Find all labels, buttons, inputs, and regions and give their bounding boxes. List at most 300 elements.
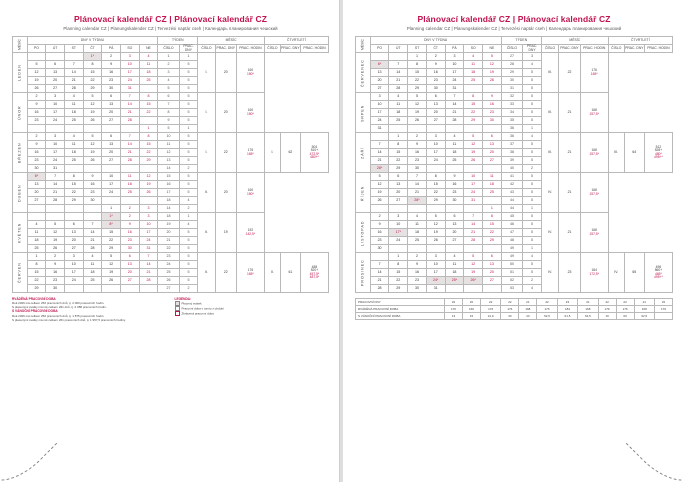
- day-cell: 18: [83, 269, 102, 277]
- week-number-cell: 38: [501, 149, 522, 157]
- calendar-week-row: [356, 77, 673, 85]
- day-cell: 25: [64, 117, 83, 125]
- week-workdays-cell: 2: [523, 277, 542, 285]
- day-cell: 25: [120, 189, 139, 197]
- week-workdays-cell: 5: [523, 93, 542, 101]
- day-cell: 1: [483, 205, 502, 213]
- month-workdays-cell: 21: [559, 93, 580, 133]
- day-cell: 31: [139, 245, 158, 253]
- day-cell: [120, 285, 139, 293]
- week-number-cell: 19: [158, 221, 179, 229]
- week-number-cell: 12: [158, 149, 179, 157]
- day-cell: 23: [445, 189, 464, 197]
- day-cell: 17: [102, 181, 121, 189]
- day-cell: 31: [464, 197, 483, 205]
- day-cell: 10: [120, 61, 139, 69]
- day-cell: 9: [120, 221, 139, 229]
- day-cell: 15: [27, 269, 46, 277]
- summary-cell: 21: [519, 299, 537, 306]
- day-cell: 28*: [370, 165, 389, 173]
- day-cell: 22: [389, 277, 408, 285]
- day-cell: 14: [370, 269, 389, 277]
- summary-cell: 23: [557, 299, 577, 306]
- calendar-week-row: [356, 117, 673, 125]
- day-cell: 8: [139, 93, 158, 101]
- day-cell: 3: [426, 253, 445, 261]
- day-cell: 23: [370, 237, 389, 245]
- day-cell: [445, 165, 464, 173]
- calendar-week-row: [13, 189, 329, 197]
- day-cell: 17: [370, 109, 389, 117]
- day-cell: [445, 285, 464, 293]
- day-cell: 30: [426, 85, 445, 93]
- day-cell: 31: [46, 165, 65, 173]
- week-number-cell: 49: [501, 245, 522, 253]
- week-workdays-cell: 2: [523, 165, 542, 173]
- day-cell: 1: [389, 133, 408, 141]
- day-cell: 26: [83, 157, 102, 165]
- week-number-cell: 6: [158, 93, 179, 101]
- day-cell: [445, 245, 464, 253]
- day-cell: [408, 205, 427, 213]
- day-cell: 22: [27, 277, 46, 285]
- week-workdays-cell: 5: [179, 245, 198, 253]
- calendar-body-right: [356, 53, 673, 293]
- day-cell: 7: [120, 93, 139, 101]
- col-week-no-right: ČÍSLO: [501, 45, 522, 53]
- week-workdays-cell: 5: [523, 237, 542, 245]
- summary-row-label: RVÁDĚNÁ PRACOVNÍ DOBA: [356, 306, 445, 313]
- day-cell: [139, 197, 158, 205]
- week-workdays-cell: 5: [179, 109, 198, 117]
- day-cell: 22: [408, 77, 427, 85]
- summary-cell: 22: [616, 299, 634, 306]
- calendar-week-row: [13, 181, 329, 189]
- summary-cell: 176: [501, 306, 519, 313]
- weekday-so: SO: [120, 45, 139, 53]
- day-cell: 16: [426, 69, 445, 77]
- day-cell: 28: [445, 117, 464, 125]
- week-workdays-cell: 5: [179, 269, 198, 277]
- week-number-cell: 31: [501, 85, 522, 93]
- month-workdays-cell: 22: [215, 133, 236, 173]
- summary-cell: 22: [445, 299, 463, 306]
- summary-row: [356, 306, 673, 313]
- right-page: [343, 0, 683, 482]
- day-cell: [426, 125, 445, 133]
- day-cell: [139, 285, 158, 293]
- day-cell: [120, 165, 139, 173]
- day-cell: [139, 85, 158, 93]
- month-label: SRPEN: [356, 93, 371, 133]
- day-cell: 14: [408, 181, 427, 189]
- day-cell: 16: [370, 229, 389, 237]
- week-number-cell: 14: [158, 205, 179, 213]
- summary-cell: 22: [480, 299, 500, 306]
- day-cell: 6: [102, 133, 121, 141]
- day-cell: 2: [408, 133, 427, 141]
- day-cell: 8: [83, 61, 102, 69]
- day-cell: 12: [426, 221, 445, 229]
- day-cell: 10: [64, 261, 83, 269]
- week-workdays-cell: 4: [523, 133, 542, 141]
- day-cell: 4: [64, 133, 83, 141]
- day-cell: [464, 205, 483, 213]
- summary-row-label: PRACOVNÍ DNY: [356, 299, 445, 306]
- day-cell: 7: [370, 261, 389, 269]
- day-cell: 31: [426, 285, 445, 293]
- day-cell: 16: [445, 181, 464, 189]
- calendar-week-row: [356, 61, 673, 69]
- day-cell: 4: [139, 53, 158, 61]
- day-cell: 16: [408, 149, 427, 157]
- day-cell: 18: [27, 237, 46, 245]
- month-quarter-cell: III.: [541, 93, 558, 133]
- day-cell: 6: [46, 61, 65, 69]
- calendar-week-row: [13, 69, 329, 77]
- day-cell: [102, 197, 121, 205]
- day-cell: [102, 125, 121, 133]
- day-cell: 22: [139, 149, 158, 157]
- week-number-cell: 5: [158, 125, 179, 133]
- week-workdays-cell: 4: [523, 61, 542, 69]
- day-cell: [120, 125, 139, 133]
- day-cell: 27: [120, 277, 139, 285]
- week-number-cell: 9: [158, 117, 179, 125]
- calendar-week-row: [356, 93, 673, 101]
- week-workdays-cell: 1: [523, 205, 542, 213]
- day-cell: 14: [120, 101, 139, 109]
- day-cell: [64, 125, 83, 133]
- day-cell: 21: [389, 77, 408, 85]
- header-week-right: TÝDEN: [501, 37, 541, 45]
- day-cell: 16: [120, 229, 139, 237]
- day-cell: 21: [445, 109, 464, 117]
- weekday-so-right: SO: [464, 45, 483, 53]
- calendar-week-row: [356, 109, 673, 117]
- day-cell: 4: [389, 93, 408, 101]
- day-cell: 21: [120, 149, 139, 157]
- day-cell: 14: [64, 69, 83, 77]
- day-cell: 23: [102, 77, 121, 85]
- day-cell: 1: [408, 53, 427, 61]
- summary-cell: 22: [501, 299, 519, 306]
- weekday-ut-right: ÚT: [389, 45, 408, 53]
- summary-cell: 16: [598, 313, 616, 320]
- day-cell: 6: [64, 221, 83, 229]
- day-cell: 15: [64, 181, 83, 189]
- calendar-week-row: [356, 237, 673, 245]
- week-number-cell: 47: [501, 229, 522, 237]
- day-cell: 8: [139, 133, 158, 141]
- header-days-of-week: DNY V TÝDNU: [27, 37, 158, 45]
- day-cell: 28: [46, 197, 65, 205]
- day-cell: 27: [483, 157, 502, 165]
- day-cell: 10: [426, 141, 445, 149]
- day-cell: 5: [408, 93, 427, 101]
- day-cell: 19: [102, 269, 121, 277]
- summary-row-label: S VÁNOČNÍ PRACOVNÍ DOBA: [356, 313, 445, 320]
- day-cell: 21: [46, 189, 65, 197]
- day-cell: 17*: [389, 229, 408, 237]
- day-cell: 19: [27, 77, 46, 85]
- week-workdays-cell: 5: [179, 173, 198, 181]
- quarter-number-cell: IV.: [608, 253, 624, 293]
- week-workdays-cell: 5: [523, 213, 542, 221]
- week-workdays-cell: 5: [179, 237, 198, 245]
- day-cell: 12: [83, 101, 102, 109]
- week-number-cell: 50: [501, 261, 522, 269]
- day-cell: 13: [102, 101, 121, 109]
- week-number-cell: 5: [158, 85, 179, 93]
- day-cell: [27, 125, 46, 133]
- day-cell: [370, 253, 389, 261]
- day-cell: 3: [426, 133, 445, 141]
- day-cell: 20: [102, 149, 121, 157]
- week-workdays-cell: 5: [179, 101, 198, 109]
- day-cell: 17: [445, 69, 464, 77]
- calendar-week-row: [13, 77, 329, 85]
- day-cell: 8: [389, 261, 408, 269]
- day-cell: 21: [370, 157, 389, 165]
- month-quarter-cell: I.: [198, 93, 215, 133]
- day-cell: 9: [483, 93, 502, 101]
- day-cell: 11: [120, 173, 139, 181]
- day-cell: [464, 165, 483, 173]
- day-cell: 16: [27, 109, 46, 117]
- week-number-cell: 43: [501, 189, 522, 197]
- day-cell: 2: [120, 213, 139, 221]
- day-cell: 6: [483, 133, 502, 141]
- summary-cell: 22: [598, 299, 616, 306]
- day-cell: 29: [102, 245, 121, 253]
- month-workdays-cell: 20: [215, 53, 236, 93]
- calendar-week-row: [356, 189, 673, 197]
- day-cell: 22: [464, 109, 483, 117]
- day-cell: 1: [139, 125, 158, 133]
- day-cell: [464, 125, 483, 133]
- week-number-cell: 10: [158, 133, 179, 141]
- day-cell: 1*: [83, 53, 102, 61]
- day-cell: 6: [483, 253, 502, 261]
- calendar-week-row: [13, 229, 329, 237]
- week-workdays-cell: 5: [179, 277, 198, 285]
- week-workdays-cell: 5: [179, 77, 198, 85]
- summary-cell: 176: [616, 306, 634, 313]
- day-cell: 5: [426, 213, 445, 221]
- calendar-week-row: [13, 245, 329, 253]
- day-cell: 21: [370, 277, 389, 285]
- week-workdays-cell: 5: [523, 189, 542, 197]
- week-number-cell: 32: [501, 93, 522, 101]
- day-cell: 3: [139, 205, 158, 213]
- week-workdays-cell: 5: [179, 181, 198, 189]
- calendar-week-row: [356, 125, 673, 133]
- week-workdays-cell: 5: [179, 157, 198, 165]
- day-cell: 2: [370, 213, 389, 221]
- day-cell: 20: [483, 149, 502, 157]
- week-workdays-cell: 5: [179, 85, 198, 93]
- day-cell: [120, 197, 139, 205]
- day-cell: 29: [389, 165, 408, 173]
- calendar-week-row: [13, 101, 329, 109]
- day-cell: [46, 125, 65, 133]
- week-workdays-cell: 5: [523, 149, 542, 157]
- day-cell: 11: [64, 101, 83, 109]
- day-cell: 11: [408, 221, 427, 229]
- month-workhours-cell: 168 157,5*: [580, 213, 608, 253]
- calendar-table-right: [355, 36, 673, 293]
- summary-cell: [655, 313, 673, 320]
- day-cell: [389, 125, 408, 133]
- day-cell: 27: [426, 117, 445, 125]
- day-cell: [464, 85, 483, 93]
- week-number-cell: 24: [158, 261, 179, 269]
- day-cell: 12: [27, 69, 46, 77]
- day-cell: 12: [370, 181, 389, 189]
- week-number-cell: 40: [501, 165, 522, 173]
- legend-title: LEGENDA:: [174, 297, 192, 301]
- day-cell: 7: [120, 133, 139, 141]
- month-quarter-cell: III.: [541, 133, 558, 173]
- summary-row: [356, 299, 673, 306]
- week-number-cell: 22: [158, 245, 179, 253]
- day-cell: 9: [408, 261, 427, 269]
- day-cell: 9: [370, 221, 389, 229]
- day-cell: 5: [483, 53, 502, 61]
- day-cell: 30: [46, 285, 65, 293]
- month-label: KVĚTEN: [13, 213, 28, 253]
- day-cell: 4: [408, 213, 427, 221]
- day-cell: 18: [483, 181, 502, 189]
- day-cell: 24: [445, 77, 464, 85]
- day-cell: 27: [27, 197, 46, 205]
- quarter-workdays-cell: 62: [280, 133, 300, 173]
- day-cell: 16: [46, 269, 65, 277]
- day-cell: 29: [83, 85, 102, 93]
- day-cell: 3: [46, 93, 65, 101]
- day-cell: 15: [426, 181, 445, 189]
- month-quarter-cell: I.: [198, 53, 215, 93]
- day-cell: 25: [139, 77, 158, 85]
- weekday-pa: PÁ: [102, 45, 121, 53]
- summary-cell: 160: [462, 306, 480, 313]
- day-cell: 13: [445, 221, 464, 229]
- page-subtitle-left: Planning calendar CZ | Planungskalender CZ | Tervezési naptár cseh | Календарь планирования чешский: [63, 26, 278, 31]
- day-cell: 17: [64, 269, 83, 277]
- calendar-week-row: [13, 253, 329, 261]
- summary-cell: 176: [480, 306, 500, 313]
- legend-item-3: Zkrácená pracovní doba: [181, 311, 214, 316]
- day-cell: 16: [27, 149, 46, 157]
- header-quarter-right: ČTVRTLETÍ: [608, 37, 672, 45]
- week-workdays-cell: 5: [179, 189, 198, 197]
- calendar-week-row: [356, 213, 673, 221]
- header-quarter: ČTVRTLETÍ: [264, 37, 328, 45]
- week-workdays-cell: 5: [179, 253, 198, 261]
- day-cell: 9: [46, 261, 65, 269]
- week-number-cell: 18: [158, 197, 179, 205]
- calendar-week-row: [356, 229, 673, 237]
- day-cell: 5: [464, 133, 483, 141]
- day-cell: 31: [370, 125, 389, 133]
- day-cell: 23: [46, 277, 65, 285]
- day-cell: 31: [445, 85, 464, 93]
- day-cell: [483, 197, 502, 205]
- day-cell: [464, 245, 483, 253]
- week-workdays-cell: 2: [179, 165, 198, 173]
- day-cell: 19: [464, 269, 483, 277]
- week-number-cell: 1: [158, 53, 179, 61]
- day-cell: 1*: [102, 213, 121, 221]
- week-number-cell: 14: [158, 165, 179, 173]
- day-cell: [46, 53, 65, 61]
- weekday-pa-right: PÁ: [445, 45, 464, 53]
- day-cell: 7: [46, 173, 65, 181]
- week-workdays-cell: 5: [523, 269, 542, 277]
- calendar-week-row: [13, 213, 329, 221]
- day-cell: 12: [483, 61, 502, 69]
- page-subtitle-right: Planning calendar CZ | Planungskalender CZ | Tervezési naptár cseh | Календарь планирования чешский: [406, 26, 622, 31]
- day-cell: [483, 125, 502, 133]
- notes-column-main: [12, 297, 167, 322]
- month-label: ZÁŘÍ: [356, 133, 371, 173]
- day-cell: 30: [370, 245, 389, 253]
- day-cell: 20: [370, 77, 389, 85]
- week-number-cell: 8: [158, 109, 179, 117]
- day-cell: 30: [408, 165, 427, 173]
- day-cell: 17: [426, 269, 445, 277]
- day-cell: 19: [426, 229, 445, 237]
- month-label: LISTOPAD: [356, 213, 371, 253]
- day-cell: 16: [483, 101, 502, 109]
- summary-cell: 168: [634, 306, 654, 313]
- week-number-cell: 53: [501, 285, 522, 293]
- day-cell: 12: [408, 101, 427, 109]
- calendar-week-row: [13, 205, 329, 213]
- day-cell: 25: [408, 237, 427, 245]
- summary-cell: 62,5: [578, 313, 598, 320]
- day-cell: 22: [83, 77, 102, 85]
- week-workdays-cell: 5: [523, 181, 542, 189]
- summary-cell: 176: [445, 306, 463, 313]
- day-cell: [27, 213, 46, 221]
- week-workdays-cell: 1: [523, 245, 542, 253]
- day-cell: [370, 53, 389, 61]
- month-workdays-cell: 21: [559, 213, 580, 253]
- day-cell: [83, 205, 102, 213]
- week-number-cell: 23: [158, 253, 179, 261]
- day-cell: 7: [83, 221, 102, 229]
- day-cell: 29: [139, 157, 158, 165]
- day-cell: [370, 205, 389, 213]
- day-cell: [27, 53, 46, 61]
- month-workdays-cell: 21: [559, 173, 580, 213]
- month-quarter-cell: IV.: [541, 253, 558, 293]
- day-cell: 7: [64, 61, 83, 69]
- day-cell: 5: [27, 61, 46, 69]
- day-cell: 15: [483, 221, 502, 229]
- quarter-number-cell: I.: [264, 133, 280, 173]
- day-cell: 8: [408, 61, 427, 69]
- week-workdays-cell: 4: [179, 221, 198, 229]
- quarter-workhours-cell: 512 528+ 480* 495+*: [644, 133, 672, 173]
- month-label: ČERVENEC: [356, 53, 371, 93]
- week-workdays-cell: 2: [179, 285, 198, 293]
- day-cell: [139, 117, 158, 125]
- day-cell: [83, 213, 102, 221]
- day-cell: 4: [64, 93, 83, 101]
